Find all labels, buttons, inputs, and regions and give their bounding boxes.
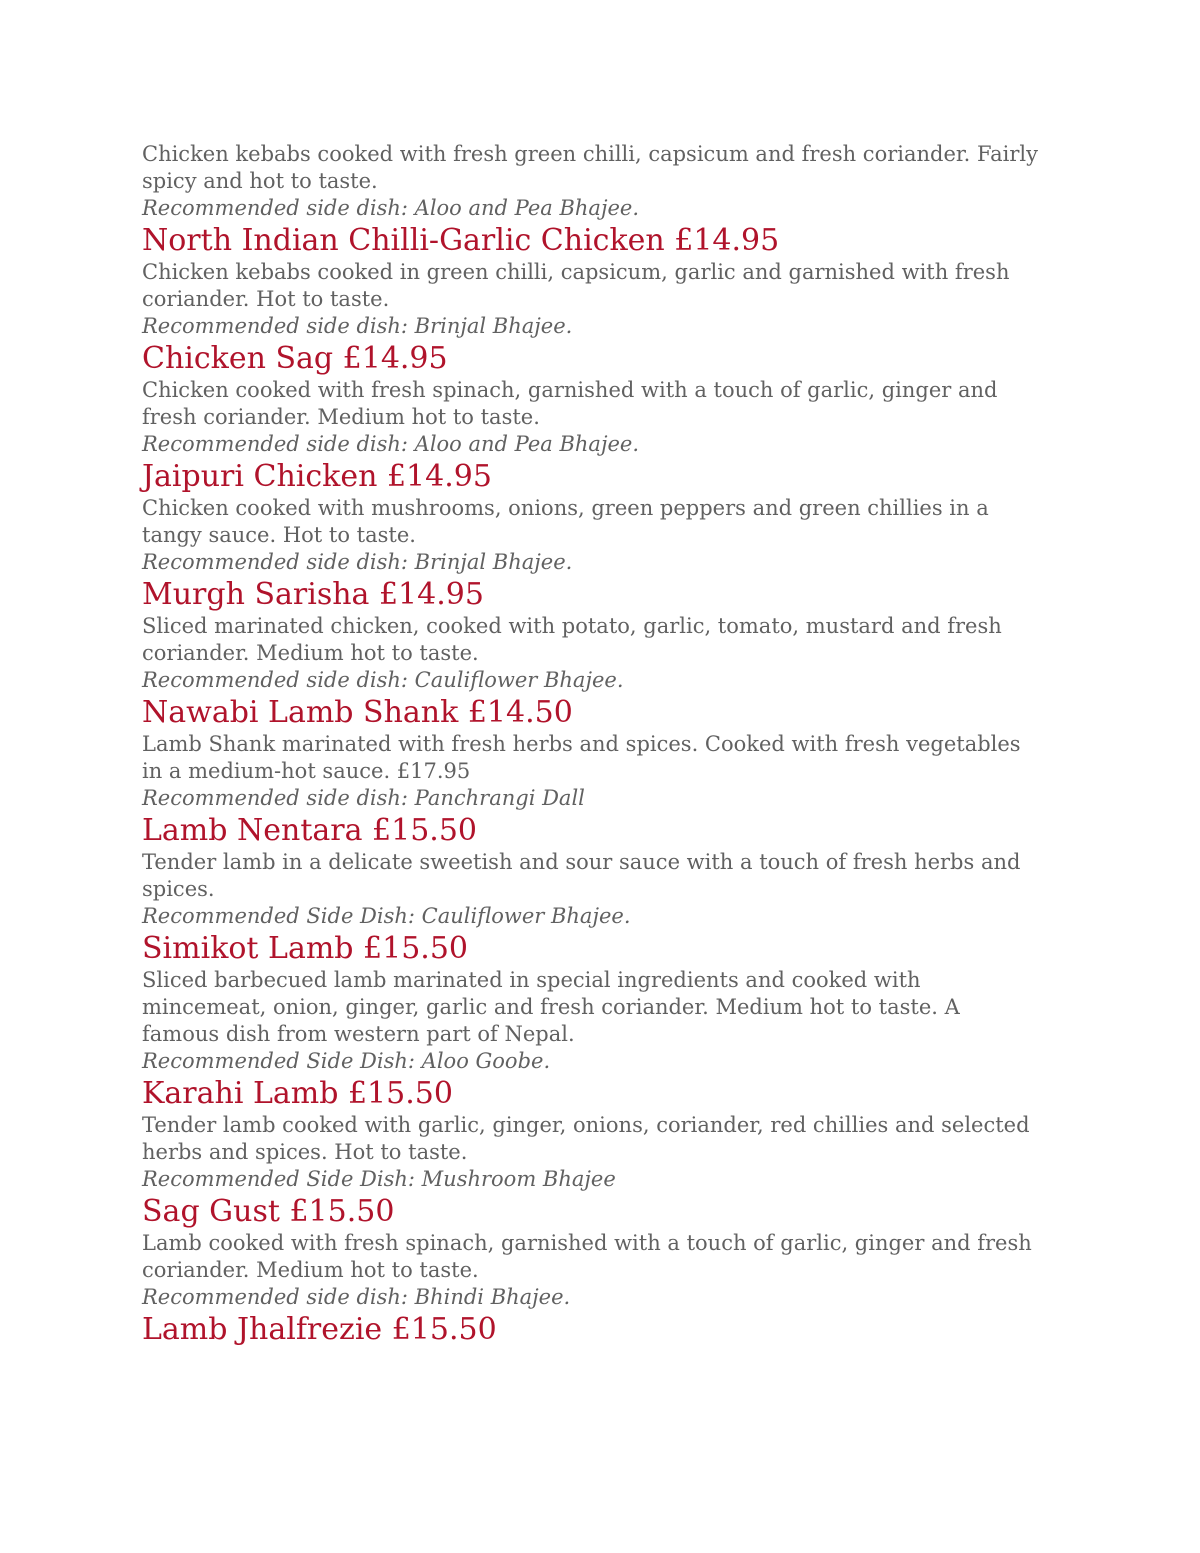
dish-title: Sag Gust £15.50 bbox=[142, 1194, 395, 1229]
dish-title: Simikot Lamb £15.50 bbox=[142, 931, 468, 966]
dish-title: North Indian Chilli-Garlic Chicken £14.95 bbox=[142, 223, 780, 258]
intro-description: Chicken kebabs cooked with fresh green chilli, capsicum and fresh coriander. Fairly spicy and hot to taste. bbox=[142, 142, 1038, 193]
dish-side-dish: Recommended side dish: Brinjal Bhajee. bbox=[142, 550, 573, 574]
dish-description: Tender lamb cooked with garlic, ginger, onions, coriander, red chillies and selected herbs and spices. Hot to taste. bbox=[142, 1113, 1030, 1164]
dish-description: Sliced marinated chicken, cooked with potato, garlic, tomato, mustard and fresh coriander. Medium hot to taste. bbox=[142, 614, 1002, 665]
dish-side-dish: Recommended Side Dish: Mushroom Bhajee bbox=[142, 1167, 616, 1191]
dish-side-dish: Recommended side dish: Brinjal Bhajee. bbox=[142, 314, 573, 338]
dish-description: Sliced barbecued lamb marinated in special ingredients and cooked with mincemeat, onion, ginger, garlic and fresh coriander. Medium hot to taste. A famous dish from western part of Nepal. bbox=[142, 968, 960, 1046]
dish-side-dish: Recommended side dish: Bhindi Bhajee. bbox=[142, 1285, 571, 1309]
menu-page bbox=[142, 141, 1042, 1348]
dish-title: Nawabi Lamb Shank £14.50 bbox=[142, 695, 573, 730]
dish-description: Chicken cooked with mushrooms, onions, green peppers and green chillies in a tangy sauce. Hot to taste. bbox=[142, 496, 989, 547]
dish-description: Lamb cooked with fresh spinach, garnished with a touch of garlic, ginger and fresh coriander. Medium hot to taste. bbox=[142, 1231, 1032, 1282]
dish-side-dish: Recommended side dish: Cauliflower Bhajee. bbox=[142, 668, 624, 692]
dish-title: Karahi Lamb £15.50 bbox=[142, 1076, 453, 1111]
dish-title: Chicken Sag £14.95 bbox=[142, 341, 448, 376]
dish-title: Murgh Sarisha £14.95 bbox=[142, 577, 484, 612]
dish-description: Lamb Shank marinated with fresh herbs and spices. Cooked with fresh vegetables in a medium-hot sauce. £17.95 bbox=[142, 732, 1021, 783]
dish-description: Chicken cooked with fresh spinach, garnished with a touch of garlic, ginger and fresh coriander. Medium hot to taste. bbox=[142, 378, 998, 429]
dish-description: Tender lamb in a delicate sweetish and sour sauce with a touch of fresh herbs and spices. bbox=[142, 850, 1021, 901]
dish-description: Chicken kebabs cooked in green chilli, capsicum, garlic and garnished with fresh coriander. Hot to taste. bbox=[142, 260, 1010, 311]
dish-side-dish: Recommended side dish: Panchrangi Dall bbox=[142, 786, 585, 810]
intro-side-dish: Recommended side dish: Aloo and Pea Bhajee. bbox=[142, 196, 639, 220]
dish-title: Jaipuri Chicken £14.95 bbox=[142, 459, 492, 494]
dish-side-dish: Recommended Side Dish: Cauliflower Bhajee. bbox=[142, 904, 631, 928]
dish-side-dish: Recommended Side Dish: Aloo Goobe. bbox=[142, 1049, 551, 1073]
dish-side-dish: Recommended side dish: Aloo and Pea Bhajee. bbox=[142, 432, 639, 456]
dish-title: Lamb Jhalfrezie £15.50 bbox=[142, 1312, 497, 1347]
dish-title: Lamb Nentara £15.50 bbox=[142, 813, 477, 848]
